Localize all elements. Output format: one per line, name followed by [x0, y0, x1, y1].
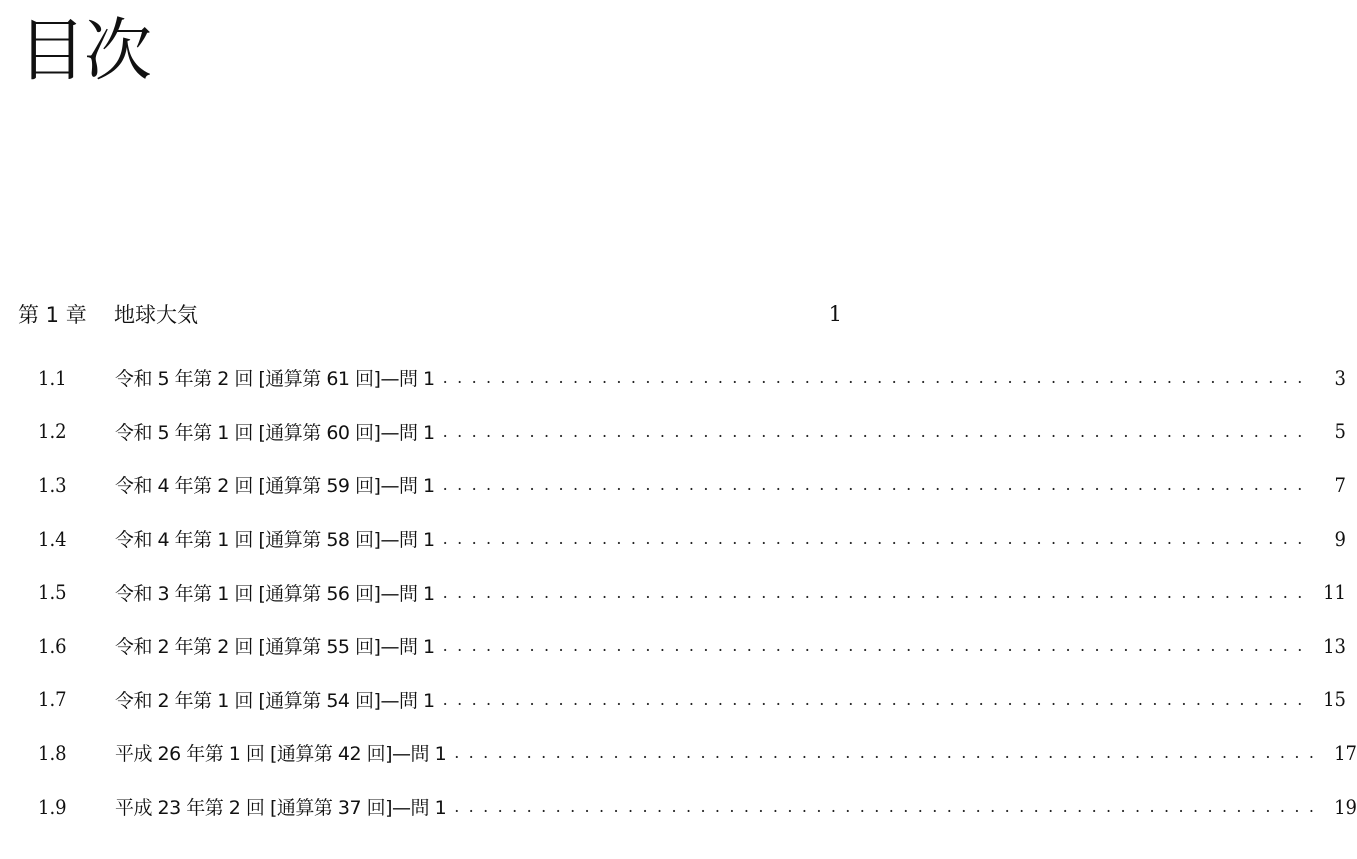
section-number: 1.1: [38, 365, 67, 390]
section-number: 1.2: [38, 419, 67, 444]
section-number: 1.9: [38, 794, 67, 819]
section-title: 令和 4 年第 1 回 [通算第 58 回]—問 1: [115, 529, 435, 552]
section-title: 令和 4 年第 2 回 [通算第 59 回]—問 1: [115, 475, 435, 498]
section-title: 平成 23 年第 2 回 [通算第 37 回]—問 1: [115, 797, 447, 820]
toc-section-entry[interactable]: [38, 351, 1346, 405]
toc-section-entry[interactable]: [38, 780, 1357, 834]
section-title: 令和 5 年第 2 回 [通算第 61 回]—問 1: [115, 368, 435, 391]
section-page-number: 19: [1334, 794, 1357, 819]
dot-leader: ............................................................: [442, 582, 1312, 602]
toc-section-entry[interactable]: [38, 726, 1357, 780]
page-title: 目次: [18, 12, 151, 91]
section-page-number: 9: [1334, 526, 1346, 551]
section-page-number: 7: [1334, 472, 1346, 497]
section-title: 令和 5 年第 1 回 [通算第 60 回]—問 1: [115, 421, 435, 444]
dot-leader: ............................................................: [454, 743, 1324, 763]
dot-leader: ............................................................: [442, 529, 1312, 549]
toc-section-entry[interactable]: [38, 619, 1346, 673]
dot-leader: ............................................................: [442, 421, 1312, 441]
dot-leader: ............................................................: [442, 689, 1312, 709]
section-title: 令和 3 年第 1 回 [通算第 56 回]—問 1: [115, 582, 435, 605]
section-number: 1.4: [38, 526, 67, 551]
toc-section-entry[interactable]: [38, 458, 1346, 512]
section-number: 1.3: [38, 472, 67, 497]
dot-leader: ............................................................: [442, 636, 1312, 656]
toc-section-entry[interactable]: [38, 565, 1346, 619]
chapter-title: 地球大気: [114, 303, 198, 327]
dot-leader: ............................................................: [454, 797, 1324, 817]
section-page-number: 15: [1322, 687, 1346, 712]
section-page-number: 5: [1334, 419, 1346, 444]
chapter-number: 第 1 章: [18, 303, 87, 327]
section-page-number: 17: [1334, 740, 1357, 765]
section-title: 令和 2 年第 2 回 [通算第 55 回]—問 1: [115, 636, 435, 659]
section-title: 令和 2 年第 1 回 [通算第 54 回]—問 1: [115, 689, 435, 712]
section-number: 1.6: [38, 633, 67, 658]
chapter-page-number: 1: [828, 302, 842, 326]
toc-section-list: [38, 351, 1357, 833]
toc-section-entry[interactable]: [38, 512, 1346, 566]
section-number: 1.7: [38, 687, 67, 712]
dot-leader: ............................................................: [442, 368, 1312, 388]
dot-leader: ............................................................: [442, 475, 1312, 495]
toc-section-entry[interactable]: [38, 673, 1346, 727]
section-page-number: 13: [1322, 633, 1346, 658]
section-number: 1.8: [38, 740, 67, 765]
toc-chapter-entry[interactable]: [18, 294, 842, 334]
section-page-number: 11: [1322, 580, 1346, 605]
section-number: 1.5: [38, 580, 67, 605]
toc-section-entry[interactable]: [38, 405, 1346, 459]
section-title: 平成 26 年第 1 回 [通算第 42 回]—問 1: [115, 743, 447, 766]
section-page-number: 3: [1334, 365, 1346, 390]
